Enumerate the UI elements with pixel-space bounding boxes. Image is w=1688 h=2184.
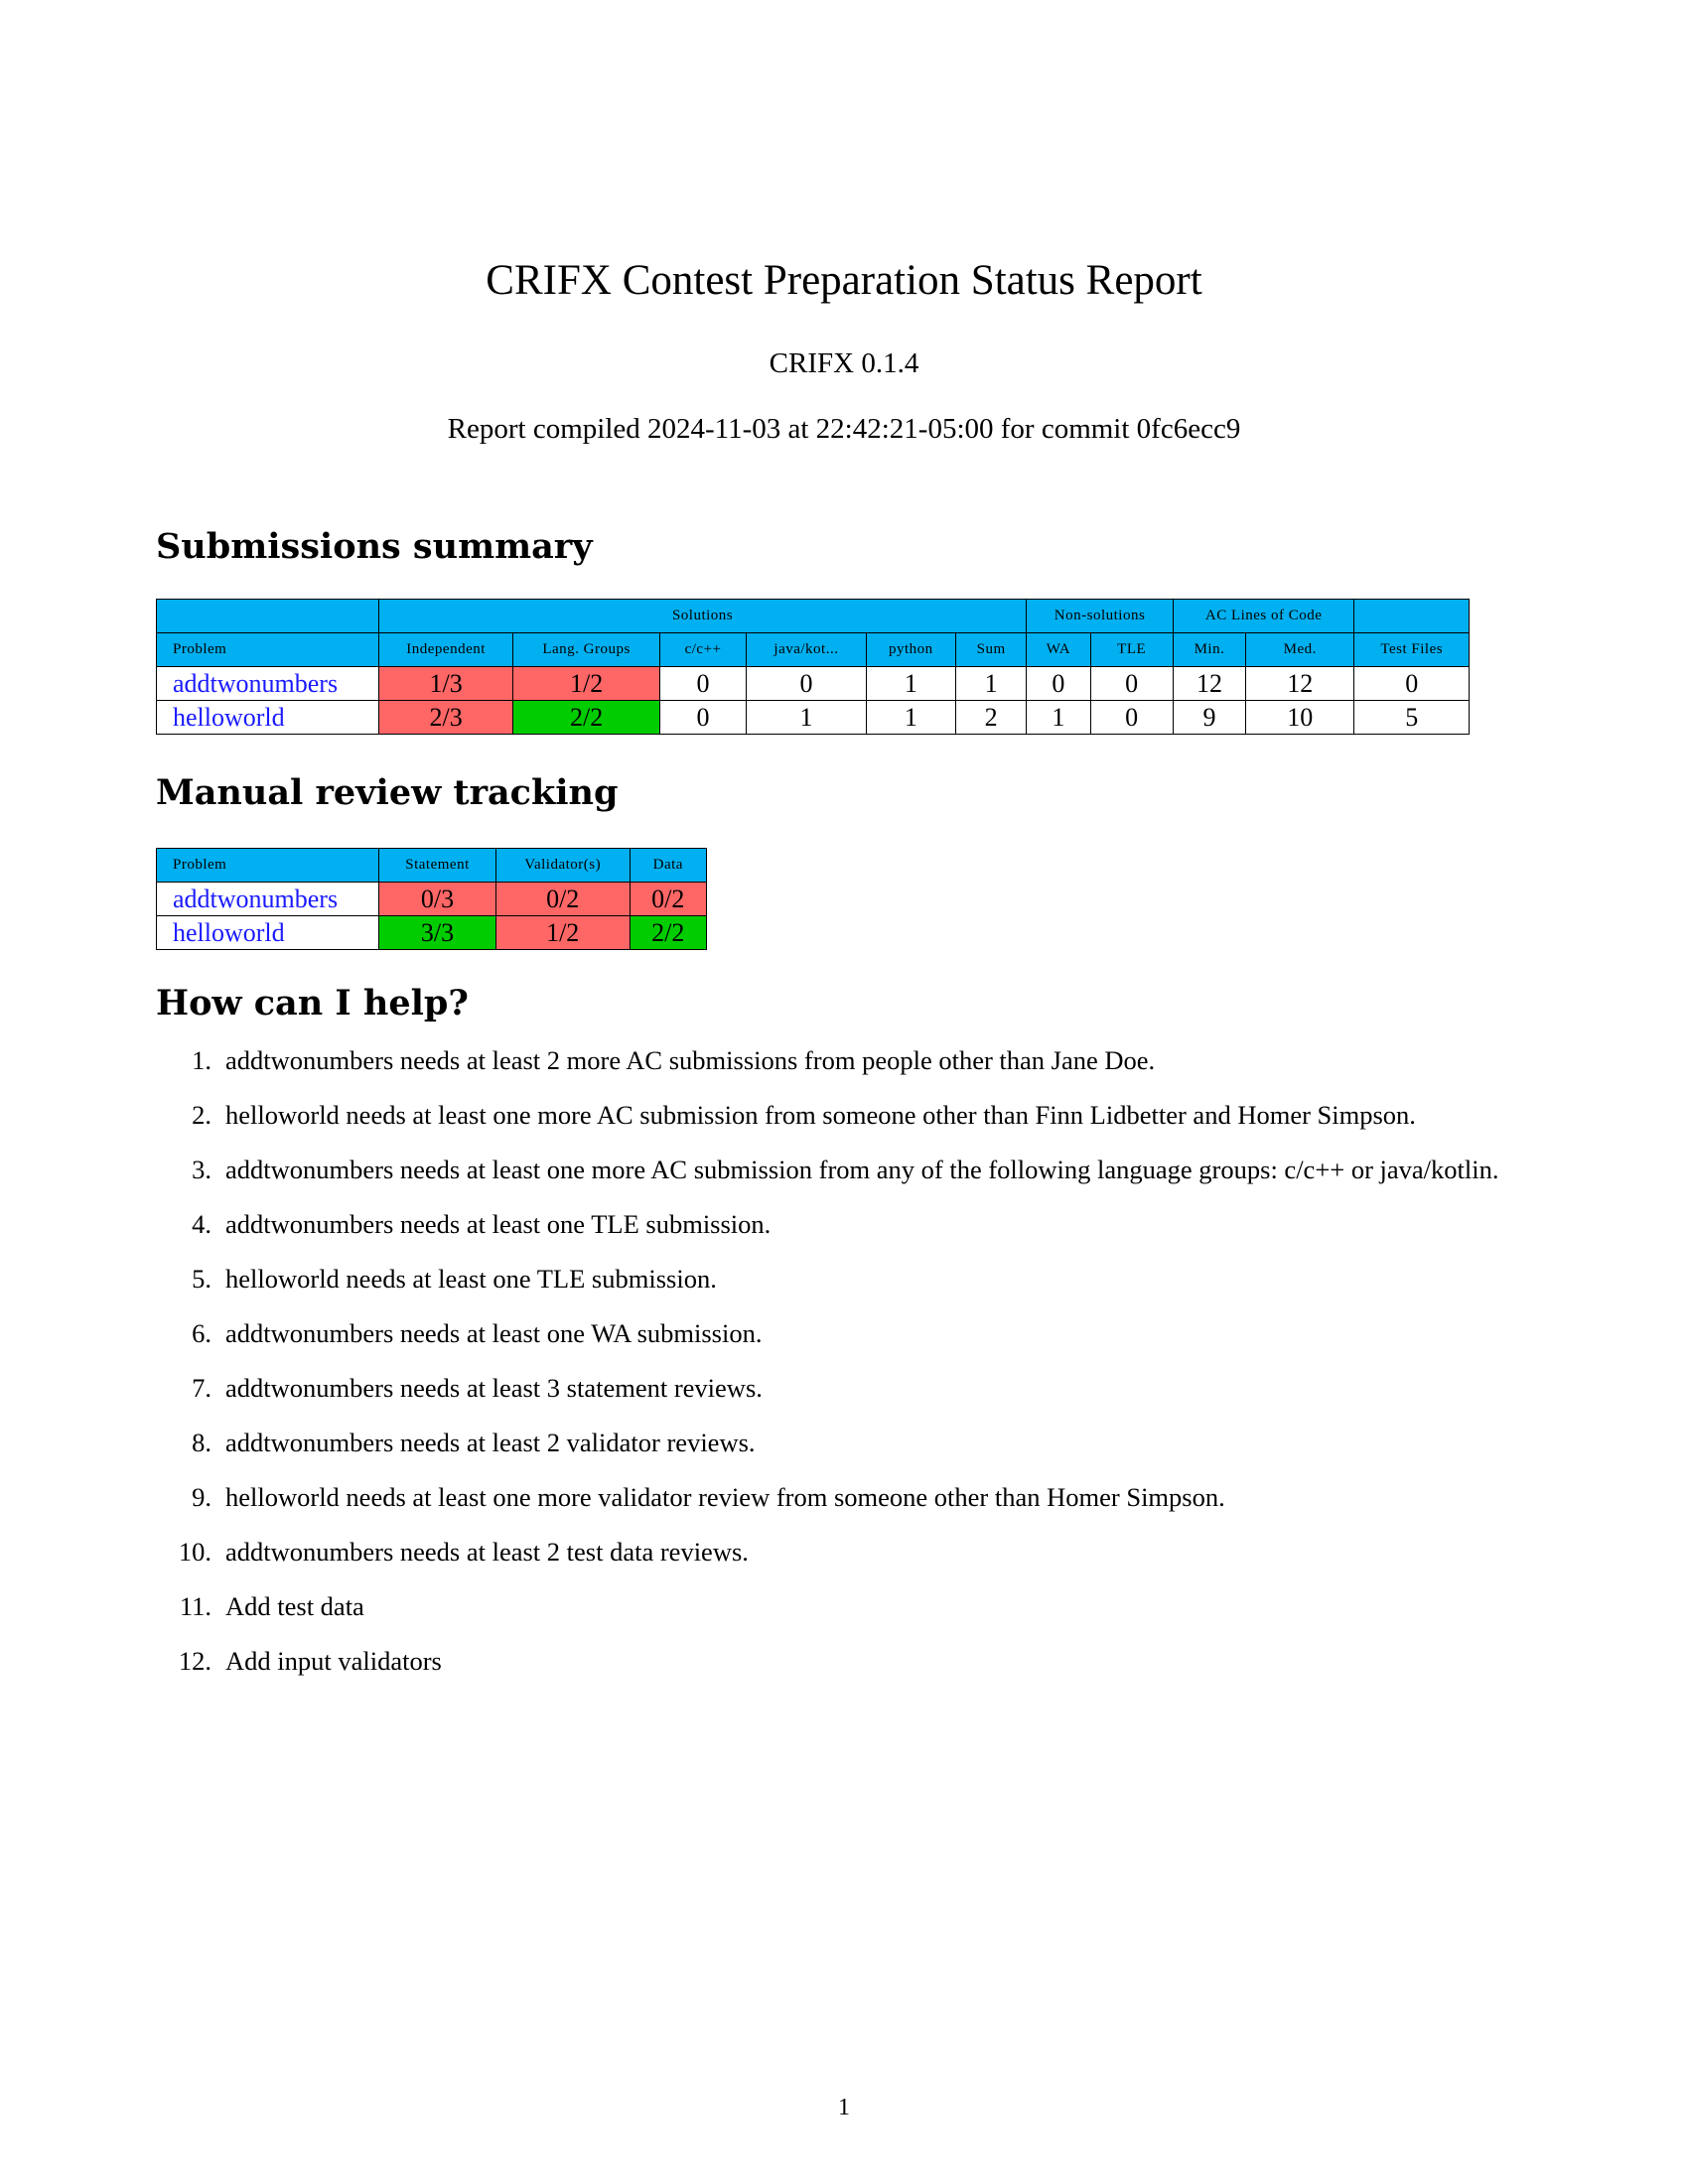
- group-header-row: [157, 600, 1470, 633]
- empty-group-cell: [1354, 600, 1470, 633]
- list-number: 2.: [192, 1100, 211, 1130]
- sum-cell: 2: [956, 701, 1027, 735]
- list-number: 6.: [192, 1318, 211, 1348]
- min-loc-cell: 9: [1173, 701, 1245, 735]
- how-can-i-help-heading: How can I help?: [156, 983, 469, 1024]
- list-text: helloworld needs at least one more AC submission from someone other than Finn Lidbetter and Homer Simpson.: [225, 1100, 1416, 1130]
- column-header: Validator(s): [495, 849, 630, 883]
- independent-cell: 2/3: [378, 701, 513, 735]
- list-number: 1.: [192, 1045, 211, 1075]
- list-item: [156, 1590, 1536, 1623]
- report-title: CRIFX Contest Preparation Status Report: [486, 257, 1202, 304]
- statement-cell: 0/3: [379, 883, 496, 916]
- crifx-version: CRIFX 0.1.4: [769, 347, 919, 379]
- list-number: 7.: [192, 1373, 211, 1403]
- column-header: Sum: [956, 633, 1027, 667]
- manual-review-table: [156, 848, 707, 950]
- table-row: [157, 883, 707, 916]
- min-loc-cell: 12: [1173, 667, 1245, 701]
- med-loc-cell: 10: [1246, 701, 1354, 735]
- list-text: addtwonumbers needs at least 2 validator reviews.: [225, 1428, 756, 1457]
- test-files-cell: 5: [1354, 701, 1470, 735]
- column-header: WA: [1027, 633, 1090, 667]
- tle-cell: 0: [1090, 667, 1173, 701]
- statement-cell: 3/3: [379, 916, 496, 950]
- list-text: helloworld needs at least one more validator review from someone other than Homer Simpson.: [225, 1482, 1225, 1512]
- list-item: [156, 1044, 1536, 1077]
- test-files-cell: 0: [1354, 667, 1470, 701]
- submissions-summary-table: [156, 599, 1470, 735]
- list-text: addtwonumbers needs at least 2 test data reviews.: [225, 1537, 749, 1567]
- list-item: [156, 1481, 1536, 1514]
- column-header: java/kot...: [747, 633, 866, 667]
- lang-groups-cell: 1/2: [513, 667, 660, 701]
- compile-info: Report compiled 2024-11-03 at 22:42:21-05:00 for commit 0fc6ecc9: [447, 413, 1241, 445]
- list-text: addtwonumbers needs at least 3 statement reviews.: [225, 1373, 763, 1403]
- list-number: 8.: [192, 1428, 211, 1457]
- c-cell: 0: [659, 667, 746, 701]
- submissions-summary-heading: Submissions summary: [156, 526, 593, 567]
- table-row: [157, 916, 707, 950]
- java-cell: 0: [747, 667, 866, 701]
- solutions-group-header: Solutions: [378, 600, 1026, 633]
- list-number: 9.: [192, 1482, 211, 1512]
- column-header: Test Files: [1354, 633, 1470, 667]
- validators-cell: 0/2: [495, 883, 630, 916]
- column-header: Min.: [1173, 633, 1245, 667]
- validators-cell: 1/2: [495, 916, 630, 950]
- java-cell: 1: [747, 701, 866, 735]
- med-loc-cell: 12: [1246, 667, 1354, 701]
- column-header: Med.: [1246, 633, 1354, 667]
- data-cell: 2/2: [630, 916, 706, 950]
- column-header: c/c++: [659, 633, 746, 667]
- list-text: addtwonumbers needs at least 2 more AC submissions from people other than Jane Doe.: [225, 1045, 1156, 1075]
- problem-link[interactable]: addtwonumbers: [157, 667, 379, 701]
- column-header: Lang. Groups: [513, 633, 660, 667]
- column-header: Data: [630, 849, 706, 883]
- list-number: 5.: [192, 1264, 211, 1294]
- list-item: [156, 1317, 1536, 1350]
- page-number: 1: [838, 2095, 850, 2120]
- list-text: Add test data: [225, 1591, 364, 1621]
- list-text: addtwonumbers needs at least one more AC submission from any of the following language groups: c/c++ or java/kotlin.: [225, 1155, 1499, 1184]
- problem-link[interactable]: helloworld: [157, 701, 379, 735]
- column-header: Independent: [378, 633, 513, 667]
- sum-cell: 1: [956, 667, 1027, 701]
- list-number: 11.: [179, 1591, 211, 1621]
- list-text: helloworld needs at least one TLE submission.: [225, 1264, 717, 1294]
- list-item: [156, 1263, 1536, 1296]
- list-item: [156, 1154, 1536, 1186]
- data-cell: 0/2: [630, 883, 706, 916]
- list-item: [156, 1427, 1536, 1459]
- wa-cell: 0: [1027, 667, 1090, 701]
- list-number: 4.: [192, 1209, 211, 1239]
- list-number: 10.: [178, 1537, 211, 1567]
- column-header: Statement: [379, 849, 496, 883]
- wa-cell: 1: [1027, 701, 1090, 735]
- column-header-row: [157, 849, 707, 883]
- problem-link[interactable]: addtwonumbers: [157, 883, 379, 916]
- ac-loc-group-header: AC Lines of Code: [1173, 600, 1354, 633]
- table-row: [157, 701, 1470, 735]
- python-cell: 1: [866, 667, 955, 701]
- list-text: addtwonumbers needs at least one TLE submission.: [225, 1209, 772, 1239]
- non-solutions-group-header: Non-solutions: [1027, 600, 1174, 633]
- independent-cell: 1/3: [378, 667, 513, 701]
- column-header: TLE: [1090, 633, 1173, 667]
- list-item: [156, 1208, 1536, 1241]
- list-number: 3.: [192, 1155, 211, 1184]
- column-header: Problem: [157, 849, 379, 883]
- list-text: Add input validators: [225, 1646, 442, 1676]
- lang-groups-cell: 2/2: [513, 701, 660, 735]
- table-row: [157, 667, 1470, 701]
- help-list: [156, 1044, 1536, 1700]
- python-cell: 1: [866, 701, 955, 735]
- list-number: 12.: [178, 1646, 211, 1676]
- column-header: python: [866, 633, 955, 667]
- empty-group-cell: [157, 600, 379, 633]
- list-item: [156, 1536, 1536, 1569]
- column-header: Problem: [157, 633, 379, 667]
- c-cell: 0: [659, 701, 746, 735]
- list-item: [156, 1645, 1536, 1678]
- list-item: [156, 1372, 1536, 1405]
- list-text: addtwonumbers needs at least one WA submission.: [225, 1318, 763, 1348]
- column-header-row: [157, 633, 1470, 667]
- tle-cell: 0: [1090, 701, 1173, 735]
- manual-review-heading: Manual review tracking: [156, 772, 619, 813]
- problem-link[interactable]: helloworld: [157, 916, 379, 950]
- list-item: [156, 1099, 1536, 1132]
